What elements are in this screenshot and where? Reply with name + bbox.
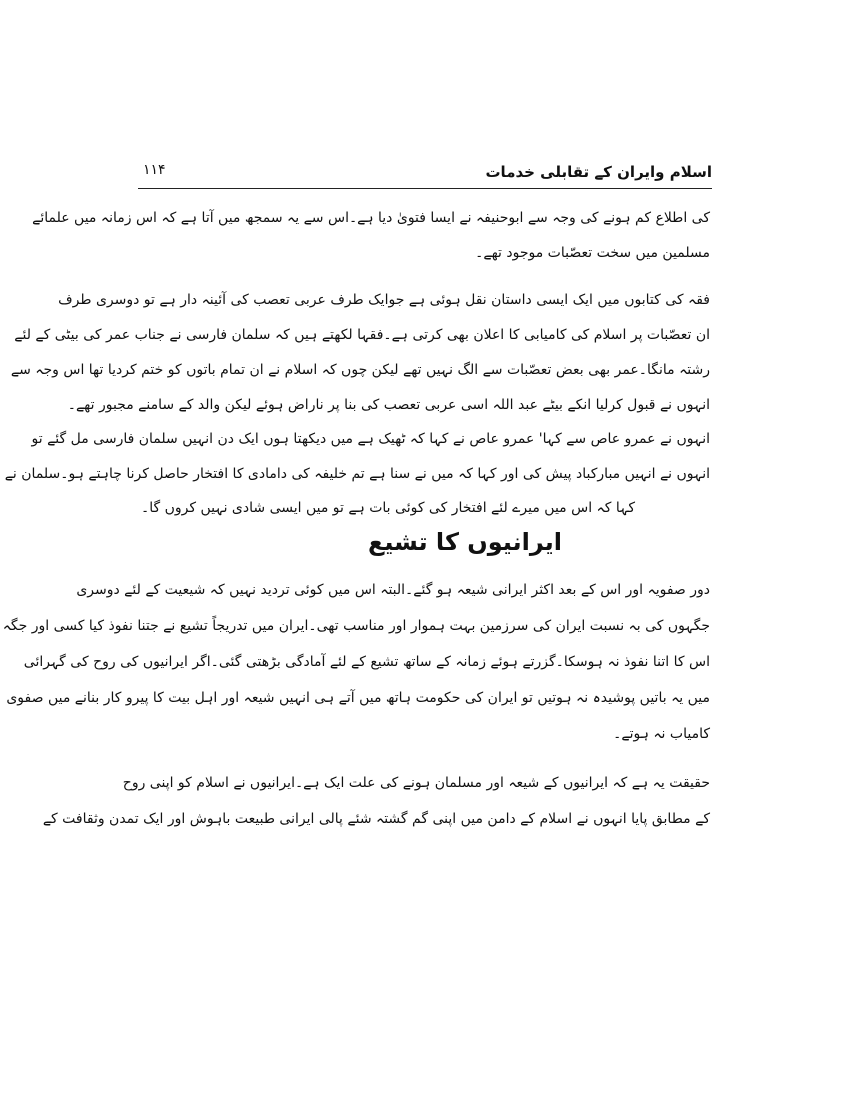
paragraph-2-line-5: انہوں نے عمرو عاص سے کہا' عمرو عاص نے کہا کہ ٹھیک ہے میں دیکھتا ہوں ایک دن انہیں سلمان فارسی مل گئے تو: [31, 431, 710, 447]
paragraph-1-line-1: کی اطلاع کم ہونے کی وجہ سے ابوحنیفہ نے ایسا فتویٰ دیا ہے۔اس سے یہ سمجھ میں آتا ہے کہ اس زمانہ میں علمائے: [32, 210, 710, 226]
paragraph-1-line-2: مسلمین میں سخت تعصّبات موجود تھے۔: [475, 245, 710, 261]
paragraph-3-line-4: میں یہ باتیں پوشیدہ نہ ہوتیں تو ایران کی حکومت ہاتھ میں آتے ہی انہیں شیعہ اور اہل بیت کا پیرو کار بنانے میں صفوی: [6, 690, 710, 706]
paragraph-2-line-2: ان تعصّبات پر اسلام کی کامیابی کا اعلان بھی کرتی ہے۔فقہا لکھتے ہیں کہ سلمان فارسی نے جناب عمر کی بیٹی کے لئے: [14, 327, 710, 343]
page-number: ۱۱۴: [143, 162, 166, 178]
paragraph-3-line-3: اس کا اتنا نفوذ نہ ہوسکا۔گزرتے ہوئے زمانہ کے ساتھ تشیع کے لئے آمادگی بڑھتی گئی۔اگر ایرانیوں کی روح کی گہرائی: [23, 654, 710, 670]
paragraph-2-line-7: کہا کہ اس میں میرے لئے افتخار کی کوئی بات ہے تو میں ایسی شادی نہیں کروں گا۔: [141, 500, 635, 516]
paragraph-3-line-5: کامیاب نہ ہوتے۔: [613, 726, 710, 742]
running-header-title: اسلام وایران کے تقابلی خدمات: [485, 163, 712, 181]
paragraph-4-line-1: حقیقت یہ ہے کہ ایرانیوں کے شیعہ اور مسلمان ہونے کی علت ایک ہے۔ایرانیوں نے اسلام کو اپنی روح: [122, 775, 710, 791]
paragraph-2-line-4: انہوں نے قبول کرلیا انکے بیٹے عبد اللہ اسی عربی تعصب کی بنا پر ناراض ہوئے لیکن والد کے سامنے مجبور تھے۔: [67, 397, 710, 413]
paragraph-3-line-1: دور صفویہ اور اس کے بعد اکثر ایرانی شیعہ ہو گئے۔البتہ اس میں کوئی تردید نہیں کہ شیعیت کے لئے دوسری: [76, 582, 710, 598]
paragraph-3-line-2: جگہوں کی بہ نسبت ایران کی سرزمین بہت ہموار اور مناسب تھی۔ایران میں تدریجاً تشیع نے جتنا نفوذ کیا کسی اور جگہ: [2, 618, 710, 634]
header-divider: [138, 188, 712, 189]
paragraph-2-line-6: انہوں نے انہیں مبارکباد پیش کی اور کہا کہ میں نے سنا ہے تم خلیفہ کی دامادی کا افتخار حاصل کرنا چاہتے ہو۔سلمان نے: [4, 466, 710, 482]
paragraph-4-line-2: کے مطابق پایا انہوں نے اسلام کے دامن میں اپنی گم گشتہ شئے پالی ایرانی طبیعت باہوش اور ایک تمدن وثقافت کے: [42, 811, 710, 827]
paragraph-2-line-1: فقہ کی کتابوں میں ایک ایسی داستان نقل ہوئی ہے جوایک طرف عربی تعصب کی آئینہ دار ہے تو دوسری طرف: [58, 292, 710, 308]
paragraph-2-line-3: رشتہ مانگا۔عمر بھی بعض تعصّبات سے الگ نہیں تھے لیکن چوں کہ اسلام نے ان تمام باتوں کو ختم کردیا تھا اس وجہ سے: [10, 362, 710, 378]
section-heading: ایرانیوں کا تشیع: [367, 528, 562, 556]
